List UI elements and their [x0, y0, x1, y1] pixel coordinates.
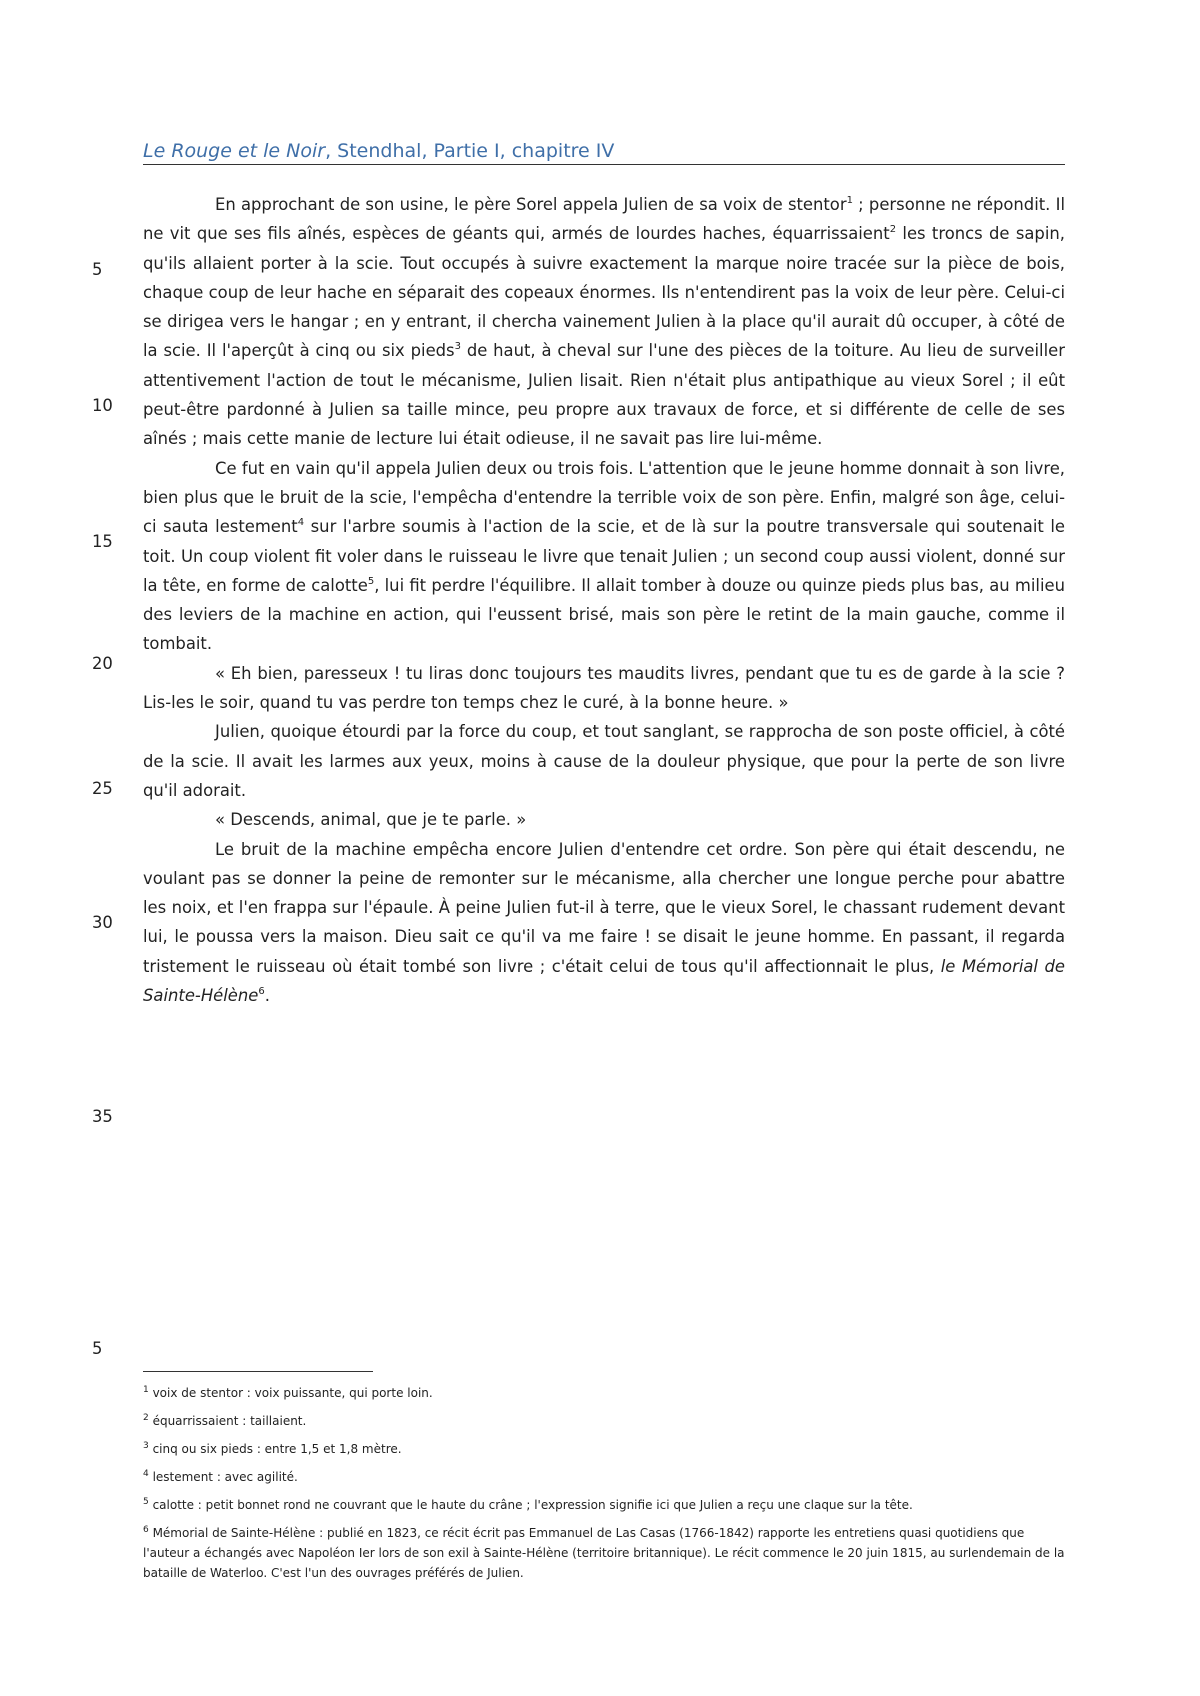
footnote-4: $^4$ lestement : avec agilité.: [143, 1469, 298, 1484]
footnote-line-number-5: 5: [92, 1339, 103, 1358]
line-number-35: 35: [92, 1107, 113, 1126]
line-number-10: 10: [92, 396, 113, 415]
paragraph-3: « Eh bien, paresseux ! tu liras donc toujours tes maudits livres, pendant que tu es de garde à la scie ? Lis-les le soir, quand tu vas perdre ton temps chez le curé, à la bonne heure. »: [143, 663, 1065, 713]
footnote-ref-4: 4: [297, 517, 305, 529]
footnote-ref-5: 5: [367, 575, 375, 587]
page-header: [143, 140, 1065, 165]
paragraph-2: Ce fut en vain qu'il appela Julien deux ou trois fois. L'attention que le jeune homme donnait à son livre, bien plus que le bruit de la scie, l'empêcha d'entendre la terrible voix de son père. Enfin, malgré son âge, celui-ci sauta lestement$^4$ sur l'arbre soumis à l'action de la scie, et de là sur la poutre transversale qui soutenait le toit. Un coup violent fit voler dans le ruisseau le livre que tenait Julien ; un second coup aussi violent, donné sur la tête, en forme de calotte$^5$, lui fit perdre l'équilibre. Il allait tomber à douze ou quinze pieds plus bas, au milieu des leviers de la machine en action, qui l'eussent brisé, mais son père le retint de la main gauche, comme il tombait.: [143, 458, 1066, 654]
line-number-25: 25: [92, 779, 113, 798]
footnote-5: $^5$ calotte : petit bonnet rond ne couvrant que le haute du crâne ; l'expression signifie ici que Julien a reçu une claque sur la tête.: [143, 1497, 913, 1512]
footnote-ref-2: 2: [889, 224, 897, 236]
paragraph-6: Le bruit de la machine empêcha encore Julien d'entendre cet ordre. Son père qui était descendu, ne voulant pas se donner la peine de remonter sur le mécanisme, alla chercher une longue perche pour abattre les noix, et l'en frappa sur l'épaule. À peine Julien fut-il à terre, que le vieux Sorel, le chassant rudement devant lui, le poussa vers la maison. Dieu sait ce qu'il va me faire ! se disait le jeune homme. En passant, il regarda tristement le ruisseau où était tombé son livre ; c'était celui de tous qu'il affectionnait le plus, le Mémorial de Sainte-Hélène$^6$.: [143, 839, 1065, 1006]
paragraph-5: « Descends, animal, que je te parle. »: [215, 810, 527, 830]
footnotes: [143, 1380, 1065, 1588]
footnote-ref-6: 6: [258, 986, 265, 998]
paragraph-4: Julien, quoique étourdi par la force du coup, et tout sanglant, se rapprocha de son poste officiel, à côté de la scie. Il avait les larmes aux yeux, moins à cause de la douleur physique, que pour la perte de son livre qu'il adorait.: [143, 722, 1065, 800]
footnote-ref-3: 3: [454, 341, 461, 353]
footnote-separator: [143, 1371, 373, 1372]
book-title: le Mémorial de Sainte-Hélène: [143, 956, 1065, 1006]
footnote-ref-1: 1: [846, 195, 853, 206]
footnote-6: $^6$ Mémorial de Sainte-Hélène : publié en 1823, ce récit écrit pas Emmanuel de Las Casas (1766-1842) rapporte les entretiens quasi quotidiens que l'auteur a échangés avec Napoléon Ier lors de son exil à Sainte-Hélène (territoire britannique). Le récit commence le 20 juin 1815, au surlendemain de la bataille de Waterloo. C'est l'un des ouvrages préférés de Julien.: [143, 1525, 1065, 1580]
line-number-20: 20: [92, 654, 113, 673]
footnote-3: $^3$ cinq ou six pieds : entre 1,5 et 1,8 mètre.: [143, 1441, 402, 1456]
work-title: Le Rouge et le Noir: [143, 140, 326, 162]
paragraph-1: En approchant de son usine, le père Sorel appela Julien de sa voix de stentor$^1$ ; personne ne répondit. Il ne vit que ses fils aînés, espèces de géants qui, armés de lourdes haches, équarrissaient$^2$ les troncs de sapin, qu'ils allaient porter à la scie. Tout occupés à suivre exactement la marque noire tracée sur la pièce de bois, chaque coup de leur hache en séparait des copeaux énormes. Ils n'entendirent pas la voix de leur père. Celui-ci se dirigea vers le hangar ; en y entrant, il chercha vainement Julien à la place qu'il aurait dû occuper, à côté de la scie. Il l'aperçût à cinq ou six pieds$^3$ de haut, à cheval sur l'une des pièces de la toiture. Au lieu de surveiller attentivement l'action de tout le mécanisme, Julien lisait. Rien n'était plus antipathique au vieux Sorel ; il eût peut-être pardonné à Julien sa taille mince, peu propre aux travaux de force, et si différente de celle de ses aînés ; mais cette manie de lecture lui était odieuse, il ne savait pas lire lui-même.: [143, 195, 1065, 449]
line-number-15: 15: [92, 532, 113, 551]
footnote-1: $^1$ voix de stentor : voix puissante, qui porte loin.: [143, 1385, 433, 1400]
line-number-30: 30: [92, 913, 113, 932]
work-reference: , Stendhal, Partie I, chapitre IV: [325, 140, 615, 162]
line-number-5: 5: [92, 260, 103, 279]
excerpt-text: [143, 190, 1065, 1010]
footnote-2: $^2$ équarrissaient : taillaient.: [143, 1413, 307, 1428]
